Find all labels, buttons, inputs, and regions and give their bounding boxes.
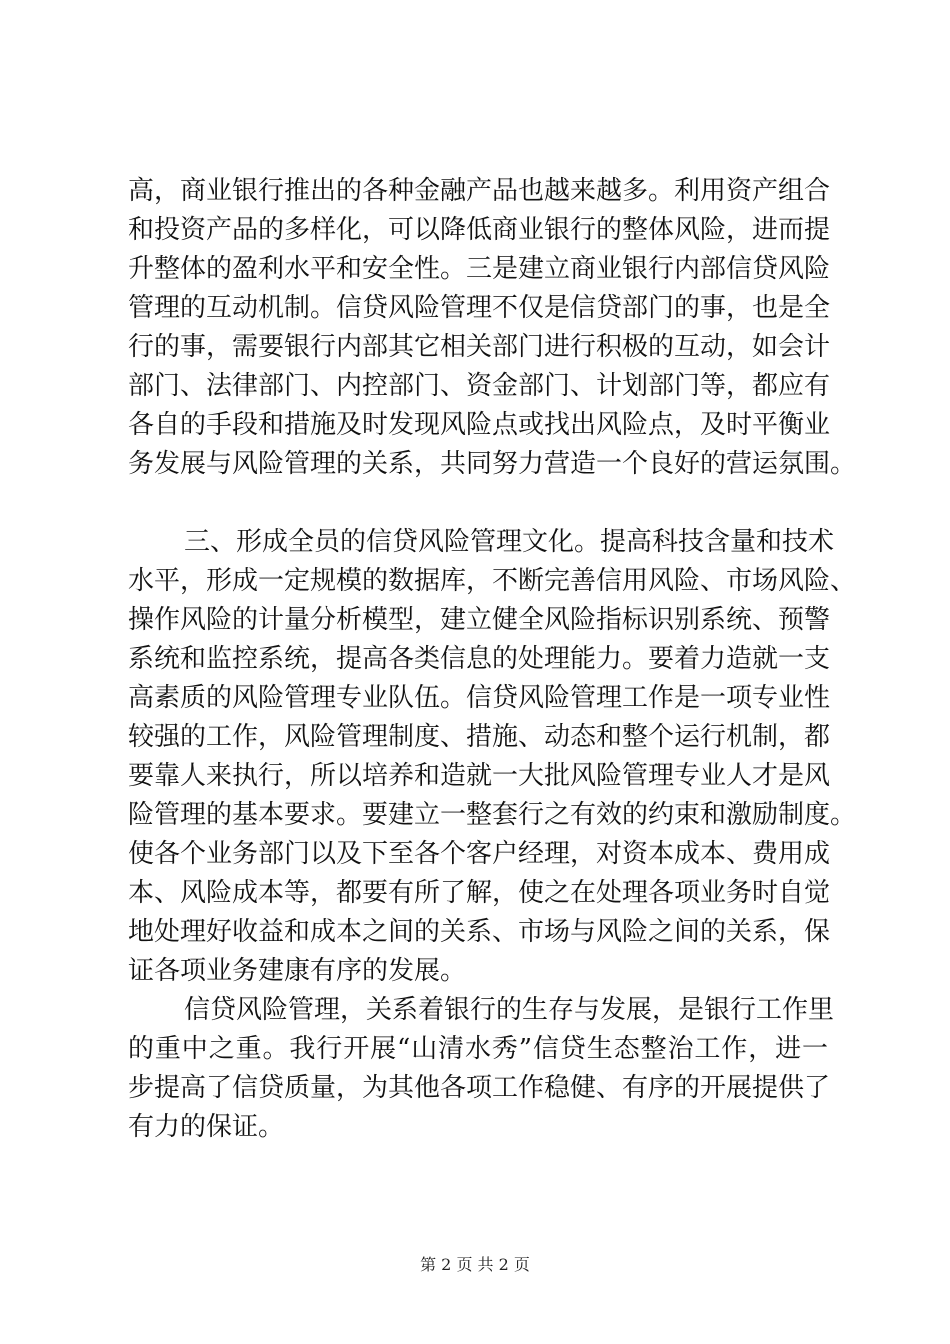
text-line: 高，商业银行推出的各种金融产品也越来越多。利用资产组合 xyxy=(128,176,831,206)
text-line: 各自的手段和措施及时发现风险点或找出风险点，及时平衡业 xyxy=(128,410,831,440)
text-line: 有力的保证。 xyxy=(128,1112,285,1142)
text-line: 系统和监控系统，提高各类信息的处理能力。要着力造就一支 xyxy=(128,644,831,674)
page-number-footer: 第 2 页 共 2 页 xyxy=(420,1255,530,1274)
text-line: 三、形成全员的信贷风险管理文化。提高科技含量和技术 xyxy=(184,527,835,557)
text-line: 地处理好收益和成本之间的关系、市场与风险之间的关系，保 xyxy=(128,917,831,947)
text-line: 升整体的盈利水平和安全性。三是建立商业银行内部信贷风险 xyxy=(128,254,831,284)
text-line: 水平，形成一定规模的数据库，不断完善信用风险、市场风险、 xyxy=(128,566,857,596)
text-line: 步提高了信贷质量，为其他各项工作稳健、有序的开展提供了 xyxy=(128,1073,831,1103)
text-line: 管理的互动机制。信贷风险管理不仅是信贷部门的事，也是全 xyxy=(128,293,831,323)
text-line: 要靠人来执行，所以培养和造就一大批风险管理专业人才是风 xyxy=(128,761,831,791)
text-line: 使各个业务部门以及下至各个客户经理，对资本成本、费用成 xyxy=(128,839,831,869)
text-line: 行的事，需要银行内部其它相关部门进行积极的互动，如会计 xyxy=(128,332,831,362)
text-line: 高素质的风险管理专业队伍。信贷风险管理工作是一项专业性 xyxy=(128,683,831,713)
text-line: 的重中之重。我行开展“山清水秀”信贷生态整治工作，进一 xyxy=(128,1034,828,1064)
text-line: 险管理的基本要求。要建立一整套行之有效的约束和激励制度。 xyxy=(128,800,857,830)
text-line: 操作风险的计量分析模型，建立健全风险指标识别系统、预警 xyxy=(128,605,831,635)
text-line: 务发展与风险管理的关系，共同努力营造一个良好的营运氛围。 xyxy=(128,449,857,479)
text-line: 信贷风险管理，关系着银行的生存与发展，是银行工作里 xyxy=(184,995,835,1025)
text-line: 部门、法律部门、内控部门、资金部门、计划部门等，都应有 xyxy=(128,371,831,401)
text-line: 证各项业务建康有序的发展。 xyxy=(128,956,467,986)
text-line: 较强的工作，风险管理制度、措施、动态和整个运行机制，都 xyxy=(128,722,831,752)
text-line: 和投资产品的多样化，可以降低商业银行的整体风险，进而提 xyxy=(128,215,831,245)
text-line: 本、风险成本等，都要有所了解，使之在处理各项业务时自觉 xyxy=(128,878,831,908)
